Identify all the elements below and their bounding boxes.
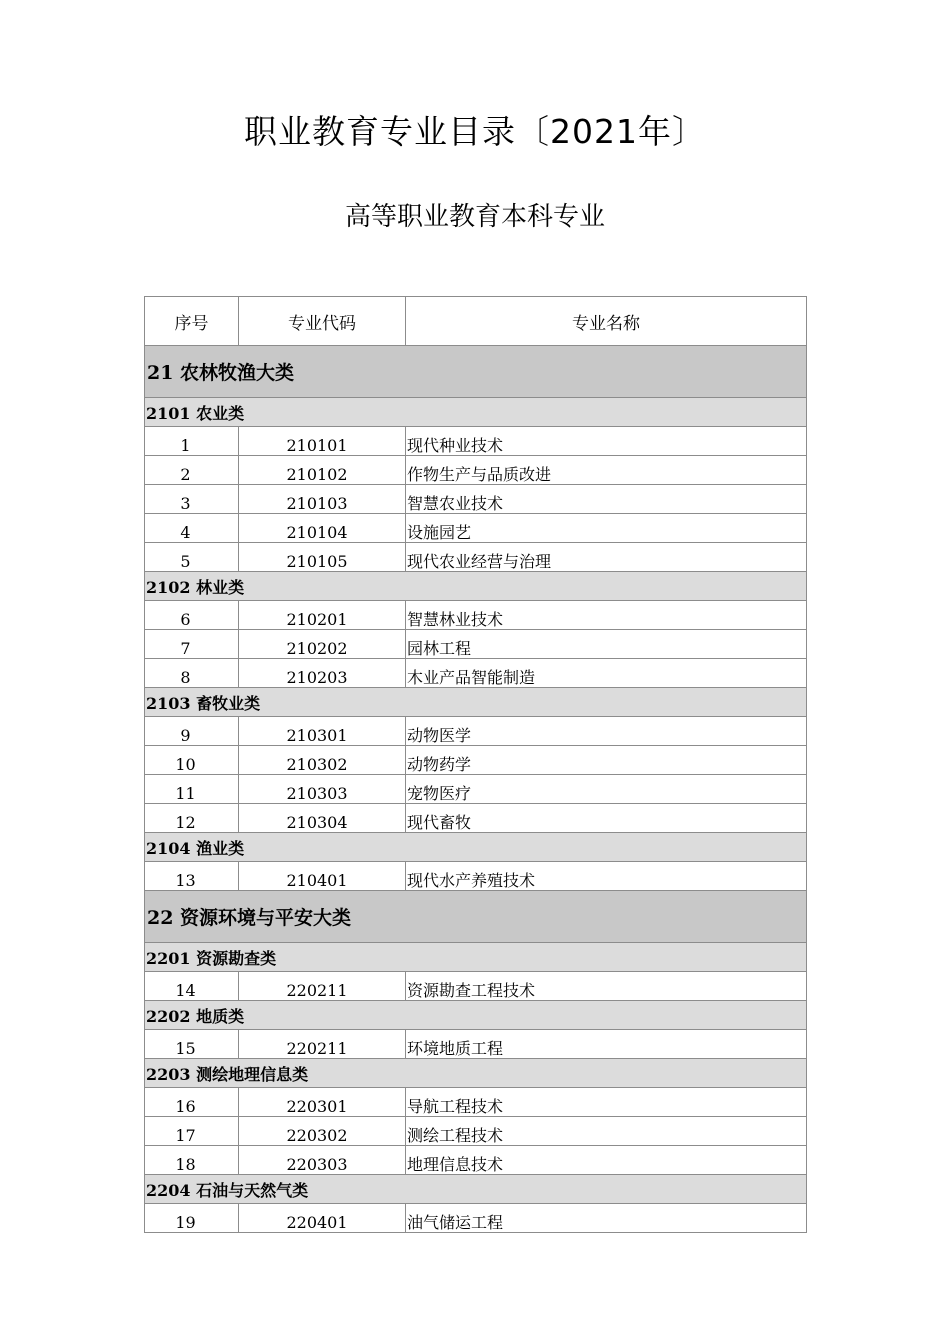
major-name-cell: 现代种业技术 [406, 427, 807, 456]
major-name-cell: 现代农业经营与治理 [406, 543, 807, 572]
subcategory-row [145, 572, 807, 601]
header-major-name: 专业名称 [406, 297, 807, 346]
serial-number-cell: 11 [145, 775, 239, 804]
table-row [145, 1146, 807, 1175]
subcategory-label: 2201 资源勘查类 [145, 943, 807, 972]
document-subtitle: 高等职业教育本科专业 [344, 202, 605, 232]
serial-number-cell: 9 [145, 717, 239, 746]
serial-number-cell: 3 [145, 485, 239, 514]
serial-number-cell: 4 [145, 514, 239, 543]
category-row [145, 891, 807, 943]
major-name-cell: 测绘工程技术 [406, 1117, 807, 1146]
subcategory-label: 2203 测绘地理信息类 [145, 1059, 807, 1088]
category-label: 21 农林牧渔大类 [145, 346, 807, 398]
majors-table [144, 296, 807, 1233]
serial-number-cell: 12 [145, 804, 239, 833]
table-row [145, 514, 807, 543]
major-name-cell: 作物生产与品质改进 [406, 456, 807, 485]
table-row [145, 972, 807, 1001]
subcategory-row [145, 943, 807, 972]
major-name-cell: 地理信息技术 [406, 1146, 807, 1175]
table-row [145, 427, 807, 456]
table-row [145, 804, 807, 833]
subcategory-row [145, 688, 807, 717]
table-row [145, 1204, 807, 1233]
table-row [145, 1088, 807, 1117]
major-name-cell: 导航工程技术 [406, 1088, 807, 1117]
subcategory-label: 2204 石油与天然气类 [145, 1175, 807, 1204]
table-row [145, 601, 807, 630]
table-row [145, 746, 807, 775]
subcategory-label: 2102 林业类 [145, 572, 807, 601]
major-name-cell: 园林工程 [406, 630, 807, 659]
serial-number-cell: 5 [145, 543, 239, 572]
major-name-cell: 智慧林业技术 [406, 601, 807, 630]
major-name-cell: 智慧农业技术 [406, 485, 807, 514]
table-row [145, 1030, 807, 1059]
major-code-cell: 220301 [239, 1088, 406, 1117]
serial-number-cell: 15 [145, 1030, 239, 1059]
major-code-cell: 210104 [239, 514, 406, 543]
subcategory-label: 2101 农业类 [145, 398, 807, 427]
major-name-cell: 资源勘查工程技术 [406, 972, 807, 1001]
subcategory-row [145, 833, 807, 862]
category-label: 22 资源环境与平安大类 [145, 891, 807, 943]
table-row [145, 1117, 807, 1146]
major-code-cell: 210304 [239, 804, 406, 833]
major-code-cell: 210103 [239, 485, 406, 514]
major-code-cell: 210101 [239, 427, 406, 456]
major-code-cell: 210201 [239, 601, 406, 630]
serial-number-cell: 19 [145, 1204, 239, 1233]
serial-number-cell: 1 [145, 427, 239, 456]
major-code-cell: 210202 [239, 630, 406, 659]
major-code-cell: 210401 [239, 862, 406, 891]
serial-number-cell: 7 [145, 630, 239, 659]
table-row [145, 659, 807, 688]
major-code-cell: 220303 [239, 1146, 406, 1175]
subcategory-label: 2103 畜牧业类 [145, 688, 807, 717]
table-row [145, 630, 807, 659]
serial-number-cell: 8 [145, 659, 239, 688]
serial-number-cell: 6 [145, 601, 239, 630]
major-code-cell: 220302 [239, 1117, 406, 1146]
serial-number-cell: 16 [145, 1088, 239, 1117]
table-header-row [145, 297, 807, 346]
category-row [145, 346, 807, 398]
major-code-cell: 210102 [239, 456, 406, 485]
document-title: 职业教育专业目录〔2021年〕 [244, 112, 706, 151]
major-code-cell: 220211 [239, 972, 406, 1001]
table-row [145, 543, 807, 572]
subcategory-label: 2104 渔业类 [145, 833, 807, 862]
major-code-cell: 220401 [239, 1204, 406, 1233]
major-code-cell: 210303 [239, 775, 406, 804]
major-name-cell: 宠物医疗 [406, 775, 807, 804]
serial-number-cell: 14 [145, 972, 239, 1001]
subcategory-row [145, 1059, 807, 1088]
serial-number-cell: 13 [145, 862, 239, 891]
major-name-cell: 现代水产养殖技术 [406, 862, 807, 891]
major-name-cell: 环境地质工程 [406, 1030, 807, 1059]
serial-number-cell: 17 [145, 1117, 239, 1146]
major-name-cell: 现代畜牧 [406, 804, 807, 833]
major-code-cell: 210301 [239, 717, 406, 746]
serial-number-cell: 10 [145, 746, 239, 775]
serial-number-cell: 2 [145, 456, 239, 485]
subcategory-row [145, 398, 807, 427]
major-name-cell: 设施园艺 [406, 514, 807, 543]
major-name-cell: 木业产品智能制造 [406, 659, 807, 688]
table-row [145, 485, 807, 514]
table-row [145, 456, 807, 485]
major-code-cell: 210203 [239, 659, 406, 688]
table-row [145, 862, 807, 891]
serial-number-cell: 18 [145, 1146, 239, 1175]
subcategory-row [145, 1175, 807, 1204]
major-name-cell: 油气储运工程 [406, 1204, 807, 1233]
table-row [145, 775, 807, 804]
major-code-cell: 210105 [239, 543, 406, 572]
table-row [145, 717, 807, 746]
header-serial-number: 序号 [145, 297, 239, 346]
major-code-cell: 220211 [239, 1030, 406, 1059]
subcategory-label: 2202 地质类 [145, 1001, 807, 1030]
major-name-cell: 动物医学 [406, 717, 807, 746]
subcategory-row [145, 1001, 807, 1030]
major-code-cell: 210302 [239, 746, 406, 775]
major-name-cell: 动物药学 [406, 746, 807, 775]
header-major-code: 专业代码 [239, 297, 406, 346]
